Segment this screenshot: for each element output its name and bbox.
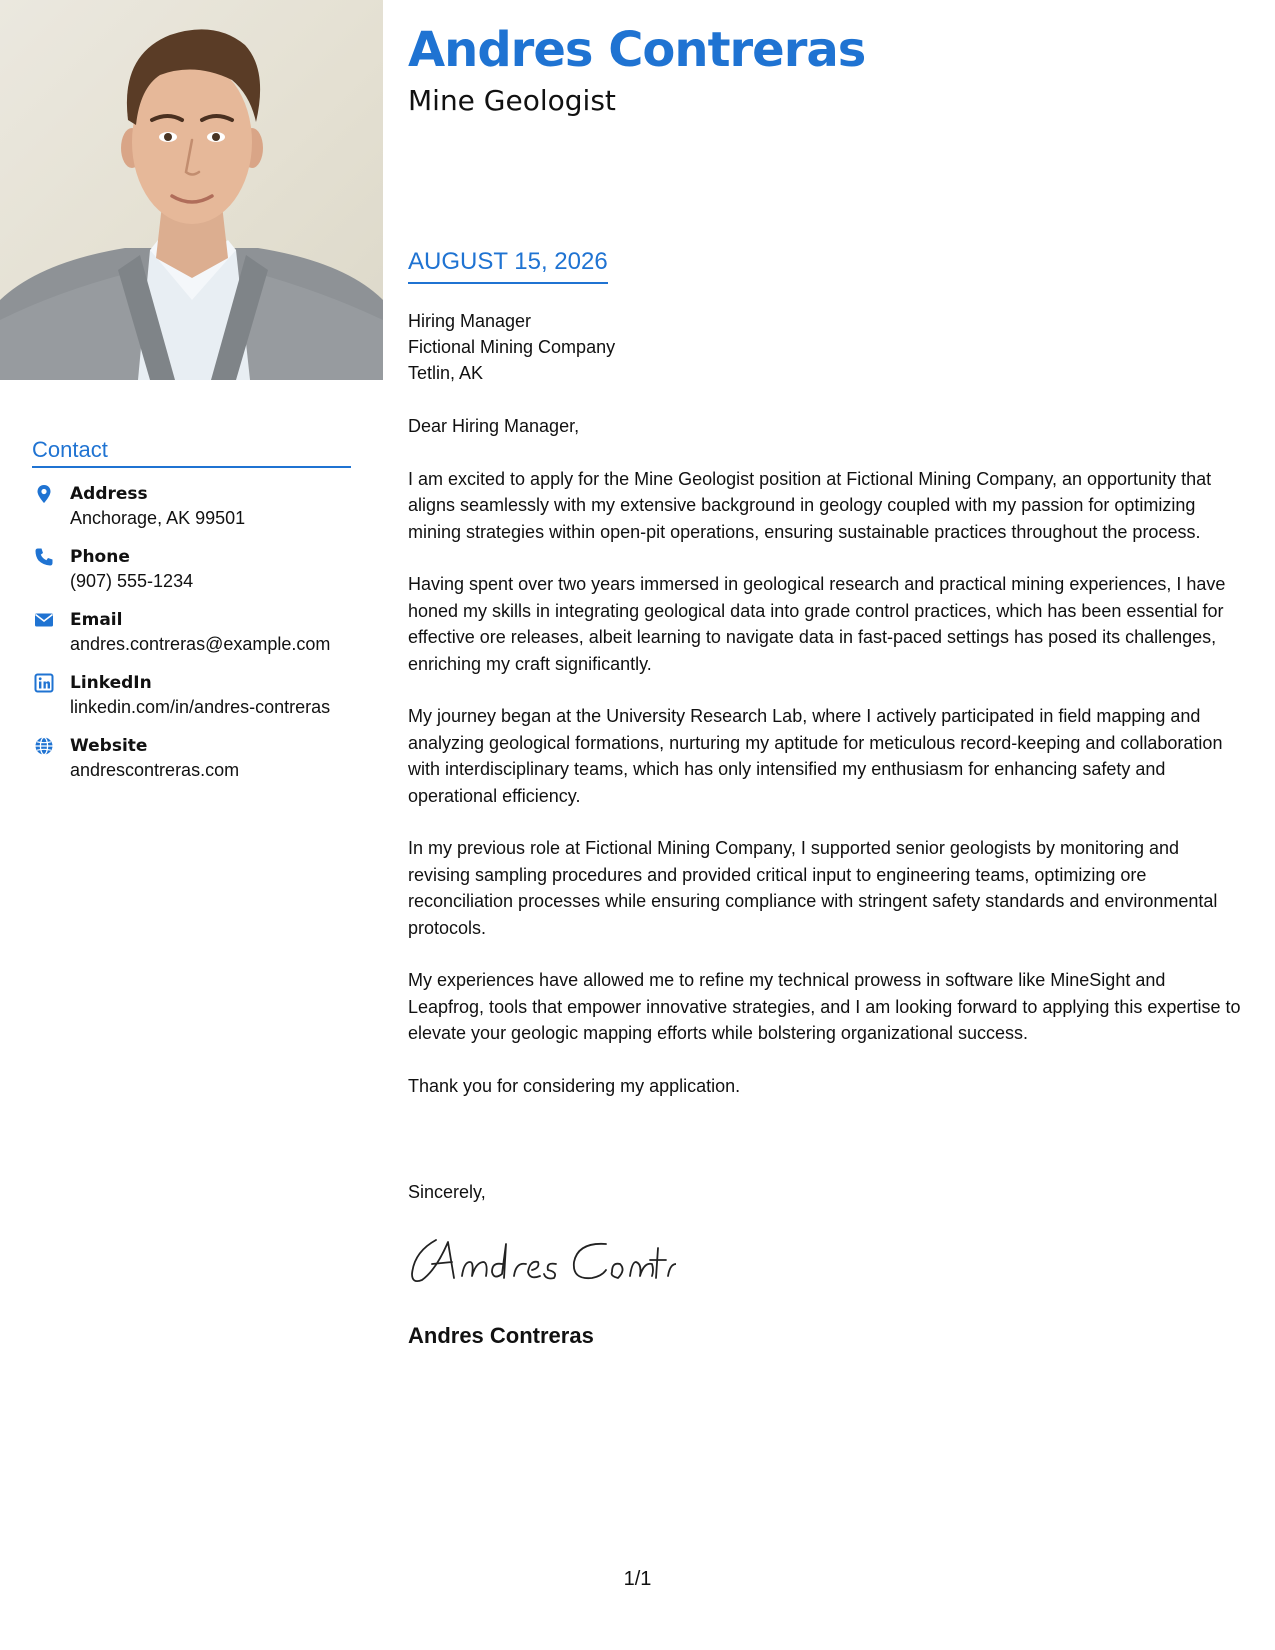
- body-paragraph: Having spent over two years immersed in geological research and practical mining experiences, I have honed my skills in integrating geological data into grade control practices, which has been essential for effective ore releases, albeit learning to navigate data in fast-paced settings has posed its challenges, enriching my craft significantly.: [408, 574, 1226, 674]
- contact-label: Phone: [70, 547, 130, 567]
- recipient-line: Hiring Manager: [408, 311, 532, 331]
- map-pin-icon: [34, 484, 54, 504]
- body-paragraph: In my previous role at Fictional Mining Company, I supported senior geologists by monitoring and revising sampling procedures and provided critical input to engineering teams, optimizing ore reconciliation processes while ensuring compliance with stringent safety standards and environmental protocols.: [408, 838, 1218, 938]
- linkedin-icon: [34, 673, 54, 693]
- portrait-illustration: [0, 0, 383, 380]
- applicant-name: Andres Contreras: [408, 22, 866, 78]
- contact-value[interactable]: andrescontreras.com: [70, 760, 240, 780]
- contact-label: Email: [70, 610, 123, 630]
- contact-item-website: [32, 734, 372, 797]
- letter-date: AUGUST 15, 2026: [408, 248, 608, 284]
- contact-list: [32, 482, 372, 797]
- envelope-icon: [34, 610, 54, 630]
- handwritten-signature: [406, 1232, 676, 1297]
- body-paragraph: Thank you for considering my application.: [408, 1076, 741, 1097]
- contact-item-phone: [32, 545, 372, 608]
- phone-icon: [34, 547, 54, 567]
- body-paragraph: My journey began at the University Research Lab, where I actively participated in field mapping and analyzing geological formations, nurturing my aptitude for meticulous record-keeping and collaboration with interdisciplinary teams, which has only intensified my enthusiasm for enhancing safety and operational efficiency.: [408, 706, 1223, 806]
- signed-name: Andres Contreras: [408, 1323, 594, 1348]
- globe-icon: [34, 736, 54, 756]
- salutation: Dear Hiring Manager,: [408, 416, 580, 436]
- contact-value: (907) 555-1234: [70, 571, 194, 591]
- closing: Sincerely,: [408, 1182, 486, 1202]
- contact-value[interactable]: andres.contreras@example.com: [70, 634, 331, 654]
- contact-label: Website: [70, 736, 148, 756]
- body-paragraph: My experiences have allowed me to refine my technical prowess in software like MineSight and Leapfrog, tools that empower innovative strategies, and I am looking forward to applying this expertise to elevate your geologic mapping efforts while bolstering organizational success.: [408, 970, 1241, 1044]
- contact-heading: Contact: [32, 437, 351, 468]
- body-paragraph: I am excited to apply for the Mine Geologist position at Fictional Mining Company, an opportunity that aligns seamlessly with my extensive background in geology coupled with my passion for optimizing mining strategies within open-pit operations, ensuring sustainable practices throughout the process.: [408, 468, 1212, 542]
- contact-item-linkedin: [32, 671, 372, 734]
- recipient-line: Tetlin, AK: [408, 363, 484, 383]
- applicant-title: Mine Geologist: [408, 84, 616, 117]
- contact-item-email: [32, 608, 372, 671]
- contact-value[interactable]: linkedin.com/in/andres-contreras: [70, 697, 331, 717]
- contact-item-address: [32, 482, 372, 545]
- contact-value: Anchorage, AK 99501: [70, 508, 246, 528]
- recipient-block: [408, 308, 615, 386]
- page-number: 1/1: [623, 1568, 652, 1590]
- profile-photo: [0, 0, 383, 380]
- contact-label: LinkedIn: [70, 673, 152, 693]
- recipient-line: Fictional Mining Company: [408, 337, 616, 357]
- contact-label: Address: [70, 484, 148, 504]
- letter-body: [408, 413, 1243, 1126]
